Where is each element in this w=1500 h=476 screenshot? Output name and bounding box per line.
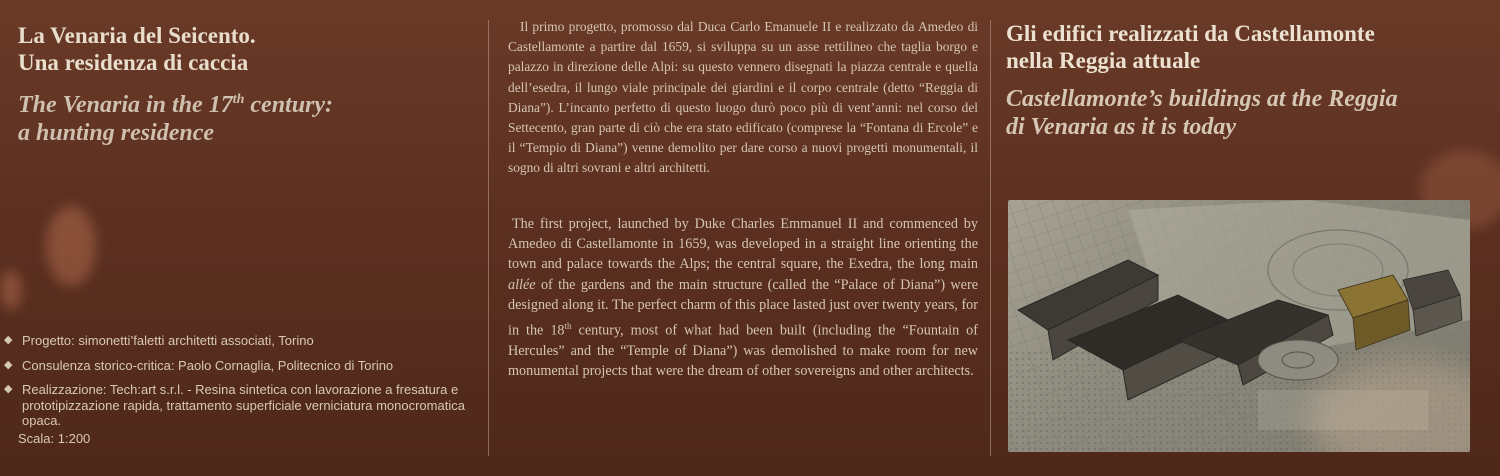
title-italian-line-2: nella Reggia attuale	[1006, 48, 1201, 73]
title-english-line-1: The Venaria in the 17	[18, 92, 233, 118]
italic-word: allée	[508, 276, 536, 293]
title-italian	[18, 22, 488, 76]
diamond-bullet-icon: ◆	[4, 334, 13, 346]
paragraph-english-part: The first project, launched by Duke Charles Emmanuel II and commenced by Amedeo di Castellamonte in 1659, was developed in a straight line orienting the town and palace towards the Alps; the central square, the Exedra, the long main	[508, 215, 978, 273]
credits-list	[4, 333, 474, 446]
title-english-line-1-end: century:	[244, 92, 334, 118]
title-italian-line-1: Gli edifici realizzati da Castellamonte	[1006, 21, 1375, 46]
scale-label: Scala: 1:200	[18, 430, 91, 446]
paragraph-english	[508, 214, 978, 382]
title-english-line-2: di Venaria as it is today	[1006, 114, 1237, 140]
credit-item	[4, 358, 474, 374]
credit-item	[4, 382, 474, 429]
paragraph-italian: Il primo progetto, promosso dal Duca Carlo Emanuele II e realizzato da Amedeo di Castellamonte a partire dal 1659, si sviluppa su un asse rettilineo che taglia borgo e palazzo in direzione delle Alpi: su questo vennero disegnati la piazza centrale e quella dell’esedra, il lungo viale principale dei giardini e il corpo centrale (detto “Reggia di Diana”). L’incanto perfetto di questo luogo durò poco più di vent’anni: nel corso del Settecento, gran parte di ciò che era stato edificato (comprese la “Fontana di Ercole” e il “Tempio di Diana”) venne demolito per dare corso a nuovi progetti monumentali, il sogno di altri sovrani e altri architetti.	[508, 19, 978, 176]
diamond-bullet-icon: ◆	[4, 358, 13, 371]
column-divider	[488, 20, 489, 456]
title-english-line-1: Castellamonte’s buildings at the Reggia	[1006, 86, 1398, 112]
palace-model-image	[1008, 200, 1470, 452]
superscript: th	[564, 320, 572, 331]
middle-panel	[508, 0, 978, 476]
paragraph-english-part: century, most of what had been built (including the “Fountain of Hercules” and the “Temple of Diana”) was demolished to make room for new monumental projects that were the dream of other sovereigns and other architects.	[508, 322, 978, 380]
paragraph-english-part: of the gardens and the main structure (called the “Palace of Diana”) were designed along it. The perfect charm of this place lasted just over twenty years, for in the 18	[508, 276, 978, 339]
title-english	[1006, 85, 1486, 141]
superscript: th	[232, 92, 245, 107]
credit-text: Realizzazione: Tech:art s.r.l. - Resina sintetica con lavorazione a fresatura e prototipizzazione rapida, trattamento superficiale verniciatura monocromatica opaca.	[22, 382, 465, 428]
credit-item	[4, 333, 474, 349]
column-divider	[990, 20, 991, 456]
credit-text: Progetto: simonetti’faletti architetti associati, Torino	[22, 333, 314, 348]
title-italian-line-1: La Venaria del Seicento.	[18, 23, 256, 48]
credit-text: Consulenza storico-critica: Paolo Cornaglia, Politecnico di Torino	[22, 357, 394, 373]
title-italian	[1006, 20, 1486, 74]
title-english-line-2: a hunting residence	[18, 120, 215, 146]
title-italian-line-2: Una residenza di caccia	[18, 50, 249, 75]
diamond-bullet-icon: ◆	[4, 383, 13, 395]
title-english	[18, 86, 488, 147]
